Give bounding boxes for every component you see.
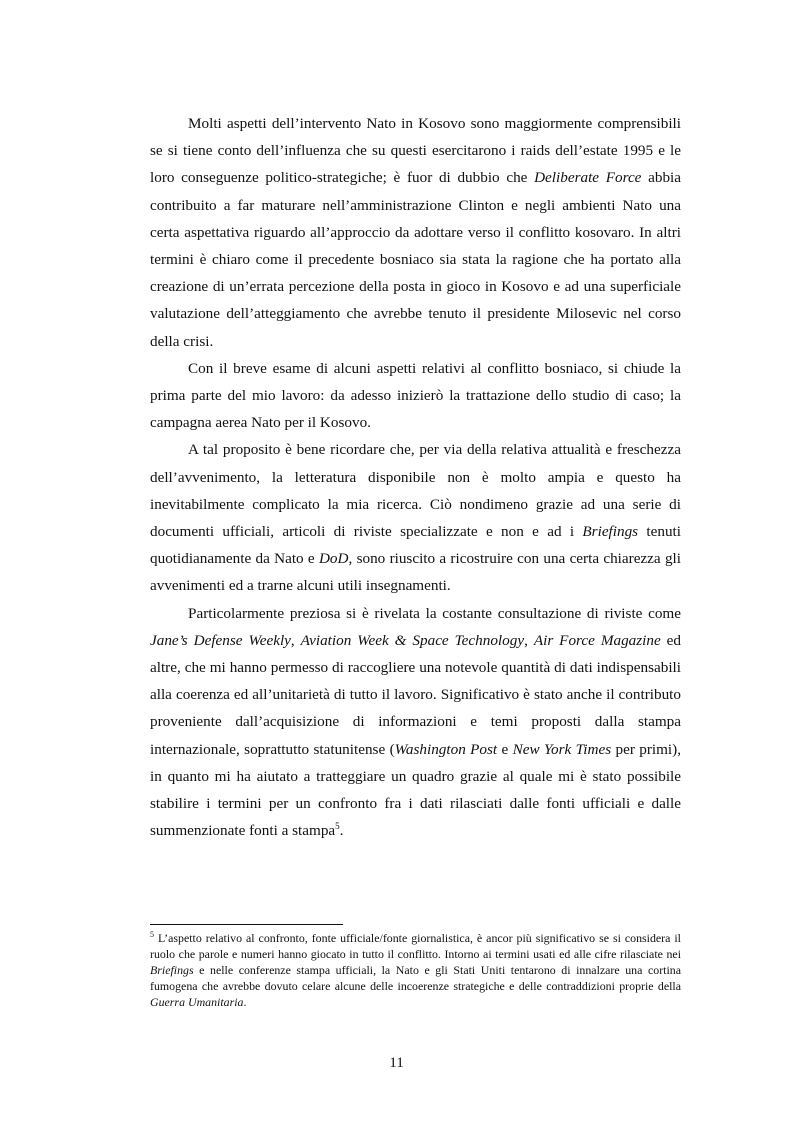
footnote xyxy=(150,930,681,1010)
italic-text: Deliberate Force xyxy=(534,169,642,187)
italic-text: Briefings xyxy=(150,963,194,977)
paragraph-4 xyxy=(150,600,681,845)
italic-text: Jane’s Defense Weekly xyxy=(150,631,291,649)
footnote-separator xyxy=(150,924,343,925)
text-run: tenuti quotidianamente da Nato e xyxy=(150,523,682,568)
italic-text: Guerra Umanitaria xyxy=(150,995,244,1009)
footnote-text xyxy=(150,931,681,1009)
text-run: . xyxy=(243,995,247,1009)
text-run: e xyxy=(497,740,513,758)
text-run: Particolarmente preziosa si è rivelata la costante consultazione di riviste come xyxy=(188,604,681,622)
italic-text: Briefings xyxy=(582,523,639,541)
italic-text: New York Times xyxy=(512,740,612,758)
text-run: . xyxy=(339,822,344,840)
paragraph-3 xyxy=(150,436,681,599)
italic-text: DoD xyxy=(318,550,349,568)
text-run: , xyxy=(290,631,301,649)
text-run: , sono riuscito a ricostruire con una certa chiarezza gli avvenimenti ed a trarne alcuni utili insegnamenti. xyxy=(150,550,681,595)
text-run: e nelle conferenze stampa ufficiali, la Nato e gli Stati Uniti tentarono di innalzare una cortina fumogena che avrebbe dovuto celare alcune delle incoerenze strategiche e delle contraddizioni proprie della xyxy=(150,963,681,993)
page-number: 11 xyxy=(389,1054,404,1071)
footnote-reference: 5 xyxy=(335,821,340,832)
italic-text: Aviation Week & Space Technology xyxy=(300,631,525,649)
text-run: A tal proposito è bene ricordare che, per via della relativa attualità e freschezza dell’avvenimento, la letteratura disponibile non è molto ampia e questo ha inevitabilmente complicato la mia ricerca. Ciò nondimeno grazie ad una serie di documenti ufficiali, articoli di riviste specializzate e non e ad i xyxy=(150,441,681,541)
text-run: abbia contribuito a far maturare nell’amministrazione Clinton e negli ambienti Nato una certa aspettativa riguardo all’approccio da adottare verso il conflitto kosovaro. In altri termini è chiaro come il precedente bosniaco sia stata la ragione che ha portato alla creazione di un’errata percezione della posta in gioco in Kosovo e ad una superficiale valutazione dell’atteggiamento che avrebbe tenuto il presidente Milosevic nel corso della crisi. xyxy=(150,169,682,350)
text-run: ed altre, che mi hanno permesso di raccogliere una notevole quantità di dati indispensabili alla coerenza ed all’unitarietà di tutto il lavoro. Significativo è stato anche il contributo proveniente dall’acquisizione di informazioni e temi proposti dalla stampa internazionale, soprattutto statunitense ( xyxy=(150,631,681,758)
page-body xyxy=(150,110,681,844)
paragraph-1 xyxy=(150,110,681,355)
italic-text: Air Force Magazine xyxy=(533,631,661,649)
text-run: per primi), in quanto mi ha aiutato a tratteggiare un quadro grazie al quale mi è stato possibile stabilire i termini per un confronto fra i dati rilasciati dalle fonti ufficiali e dalle summenzionate fonti a stampa xyxy=(150,740,682,840)
paragraph-2 xyxy=(150,355,681,437)
italic-text: Washington Post xyxy=(394,740,498,758)
text-run: L’aspetto relativo al confronto, fonte ufficiale/fonte giornalistica, è ancor più significativo se si considera il ruolo che parole e numeri hanno giocato in tutto il conflitto. Intorno ai termini usati ed alle cifre rilasciate nei xyxy=(150,931,681,961)
text-run: Molti aspetti dell’intervento Nato in Kosovo sono maggiormente comprensibili se si tiene conto dell’influenza che su questi esercitarono i raids dell’estate 1995 e le loro conseguenze politico-strategiche; è fuor di dubbio che xyxy=(150,115,681,187)
footnote-marker: 5 xyxy=(150,930,154,940)
text-run: , xyxy=(524,631,534,649)
text-run: Con il breve esame di alcuni aspetti relativi al conflitto bosniaco, si chiude la prima parte del mio lavoro: da adesso inizierò la trattazione dello studio di caso; la campagna aerea Nato per il Kosovo. xyxy=(150,359,681,432)
